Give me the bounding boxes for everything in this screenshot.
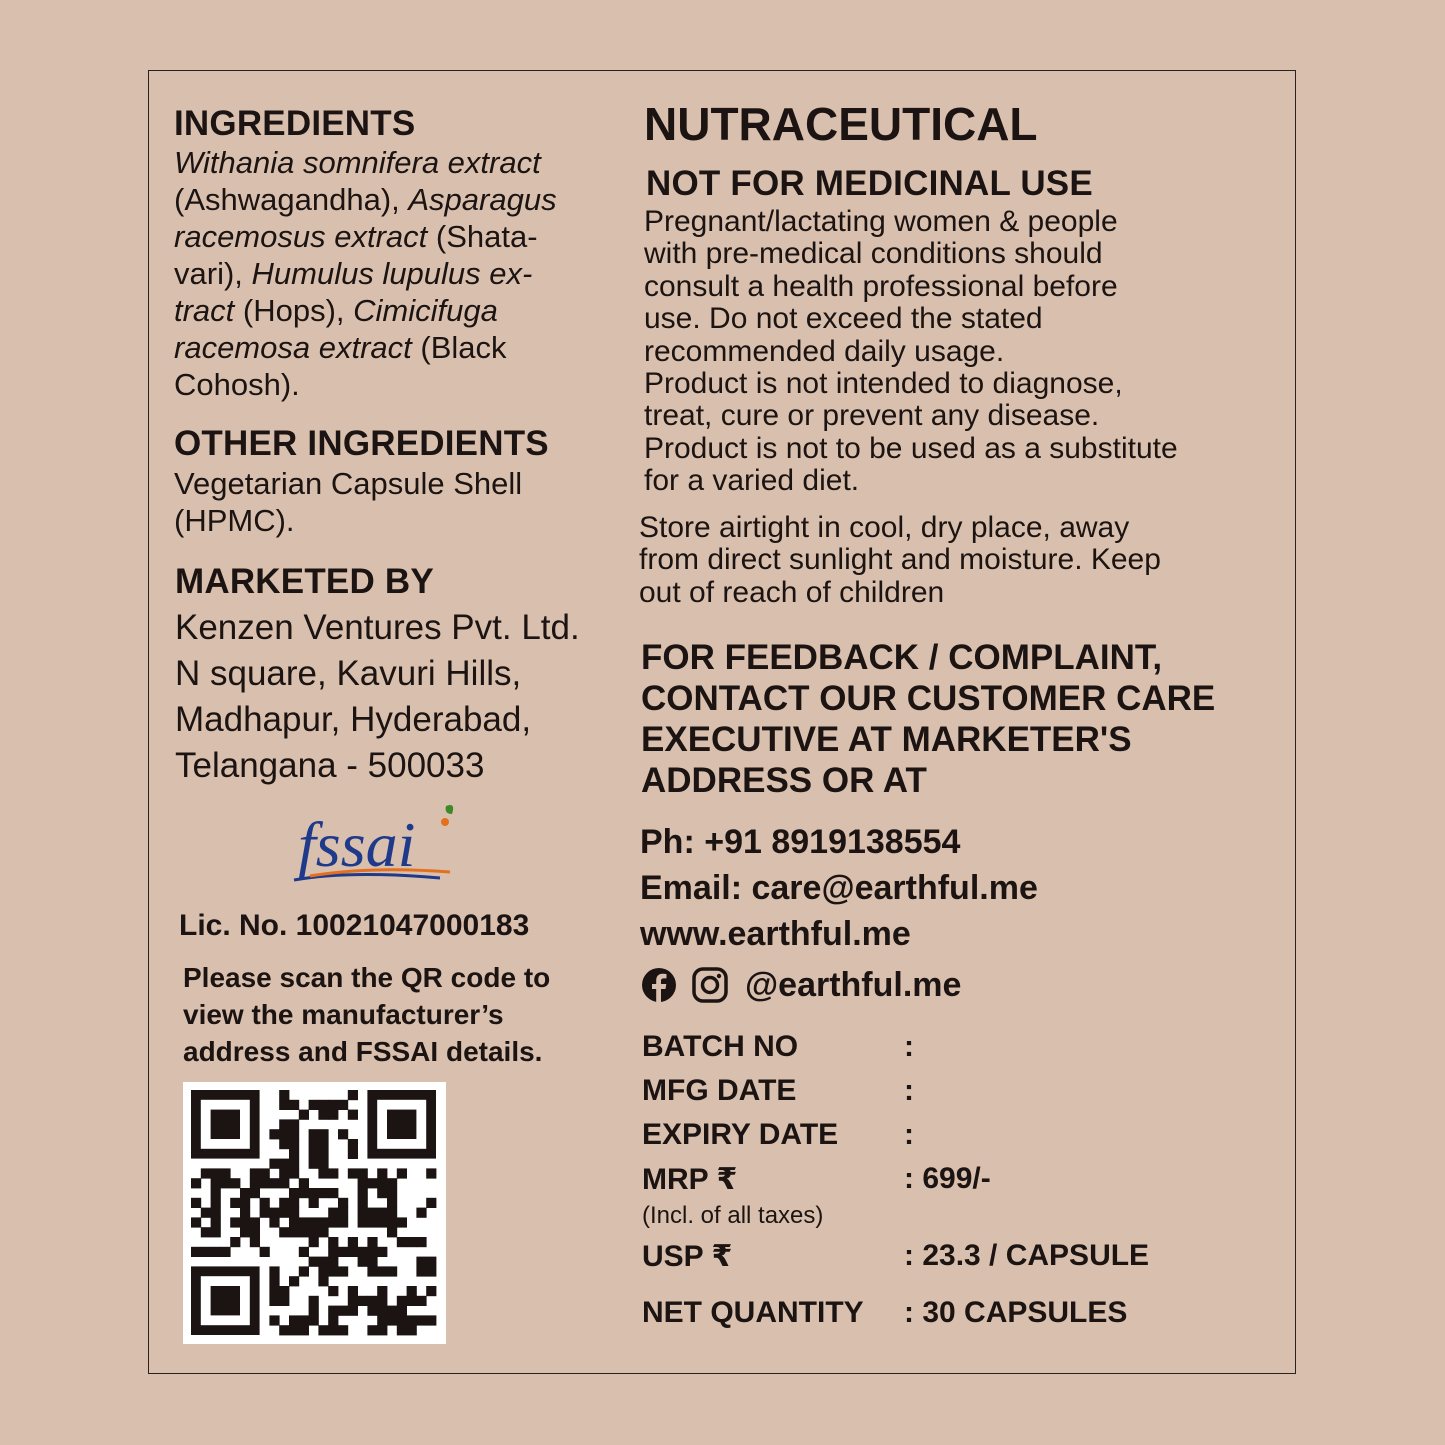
warning-text [644, 206, 1178, 498]
expiry-label: EXPIRY DATE [642, 1118, 839, 1151]
marketer-address [175, 605, 580, 789]
product-details-table [642, 1030, 1242, 1350]
ingredient-common-name: (Black [411, 330, 507, 365]
warning-line: treat, cure or prevent any disease. [644, 399, 1100, 433]
nutraceutical-title: NUTRACEUTICAL [644, 98, 1038, 150]
warning-line: Product is not intended to diagnose, [644, 367, 1123, 401]
batch-value: : [904, 1030, 914, 1063]
ingredients-line [174, 181, 557, 218]
scan-note [183, 959, 550, 1070]
mrp-value: : 699/- [904, 1162, 991, 1195]
ingredient-botanical-name: tract [174, 293, 235, 328]
feedback-line: FOR FEEDBACK / COMPLAINT, [641, 638, 1163, 677]
address-line: Madhapur, Hyderabad, [175, 700, 532, 739]
email-link[interactable]: Email: care@earthful.me [640, 869, 1038, 907]
website-link[interactable]: www.earthful.me [640, 915, 911, 953]
mfg-value: : [904, 1074, 914, 1107]
ingredients-text [174, 144, 557, 403]
batch-label: BATCH NO [642, 1030, 799, 1063]
not-medicinal-title: NOT FOR MEDICINAL USE [646, 164, 1093, 203]
mrp-note: (Incl. of all taxes) [642, 1202, 824, 1229]
feedback-line: EXECUTIVE AT MARKETER'S [641, 720, 1132, 759]
other-ingredients-text [174, 465, 522, 539]
qr-code[interactable] [183, 1082, 446, 1344]
other-ingredients-line: Vegetarian Capsule Shell [174, 466, 523, 501]
social-row [641, 962, 961, 1008]
other-ingredients-line: (HPMC). [174, 503, 295, 538]
ingredients-title: INGREDIENTS [174, 104, 416, 143]
address-line: N square, Kavuri Hills, [175, 654, 522, 693]
ingredient-common-name: (Hops), [234, 293, 354, 328]
ingredients-line [174, 292, 557, 329]
ingredients-line [174, 218, 557, 255]
warning-line: Pregnant/lactating women & people [644, 205, 1118, 238]
expiry-value: : [904, 1118, 914, 1151]
mrp-label: MRP ₹ [642, 1163, 738, 1196]
warning-line: recommended daily usage. [644, 334, 1005, 368]
fssai-logo-text: fssai [298, 809, 416, 880]
feedback-line: ADDRESS OR AT [641, 761, 927, 800]
mfg-label: MFG DATE [642, 1074, 797, 1107]
address-line: Kenzen Ventures Pvt. Ltd. [175, 608, 580, 647]
net-quantity-label: NET QUANTITY [642, 1296, 864, 1329]
storage-line: Store airtight in cool, dry place, away [639, 511, 1130, 544]
license-number: Lic. No. 10021047000183 [179, 909, 530, 942]
fssai-logo [290, 800, 460, 890]
warning-line: Product is not to be used as a substitute [644, 431, 1178, 465]
marketed-by-title: MARKETED BY [175, 562, 434, 601]
address-line: Telangana - 500033 [175, 746, 485, 785]
warning-line: with pre-medical conditions should [644, 237, 1103, 271]
instagram-icon[interactable] [691, 966, 729, 1004]
scan-note-line: Please scan the QR code to [183, 962, 551, 993]
other-ingredients-title: OTHER INGREDIENTS [174, 424, 549, 463]
ingredients-line [174, 144, 557, 181]
ingredient-common-name: (Ashwagandha), [174, 182, 409, 217]
ingredient-botanical-name: Asparagus [408, 182, 557, 217]
ingredient-botanical-name: Cimicifuga [353, 293, 498, 328]
qr-code-image [183, 1082, 446, 1344]
facebook-icon[interactable] [641, 967, 677, 1003]
storage-line: out of reach of children [639, 575, 945, 609]
warning-line: consult a health professional before [644, 269, 1118, 303]
social-handle[interactable]: @earthful.me [745, 966, 962, 1004]
usp-label: USP ₹ [642, 1240, 733, 1273]
ingredient-common-name: vari), [174, 256, 252, 291]
ingredient-botanical-name: Withania somnifera extract [174, 145, 541, 180]
feedback-line: CONTACT OUR CUSTOMER CARE [641, 679, 1216, 718]
ingredient-common-name: Cohosh). [174, 367, 300, 402]
warning-line: use. Do not exceed the stated [644, 302, 1043, 336]
ingredients-line [174, 366, 557, 403]
warning-line: for a varied diet. [644, 464, 860, 498]
ingredient-botanical-name: racemosa extract [174, 330, 412, 365]
storage-line: from direct sunlight and moisture. Keep [639, 543, 1161, 577]
storage-text [639, 512, 1161, 609]
ingredient-botanical-name: racemosus extract [174, 219, 428, 254]
ingredient-botanical-name: Humulus lupulus ex- [251, 256, 533, 291]
feedback-text [641, 637, 1215, 801]
ingredients-line [174, 329, 557, 366]
scan-note-line: view the manufacturer’s [183, 999, 504, 1030]
ingredient-common-name: (Shata- [427, 219, 538, 254]
usp-value: : 23.3 / CAPSULE [904, 1239, 1150, 1272]
phone: Ph: +91 8919138554 [640, 823, 961, 861]
scan-note-line: address and FSSAI details. [183, 1036, 543, 1067]
ingredients-line [174, 255, 557, 292]
net-quantity-value: : 30 CAPSULES [904, 1296, 1128, 1329]
